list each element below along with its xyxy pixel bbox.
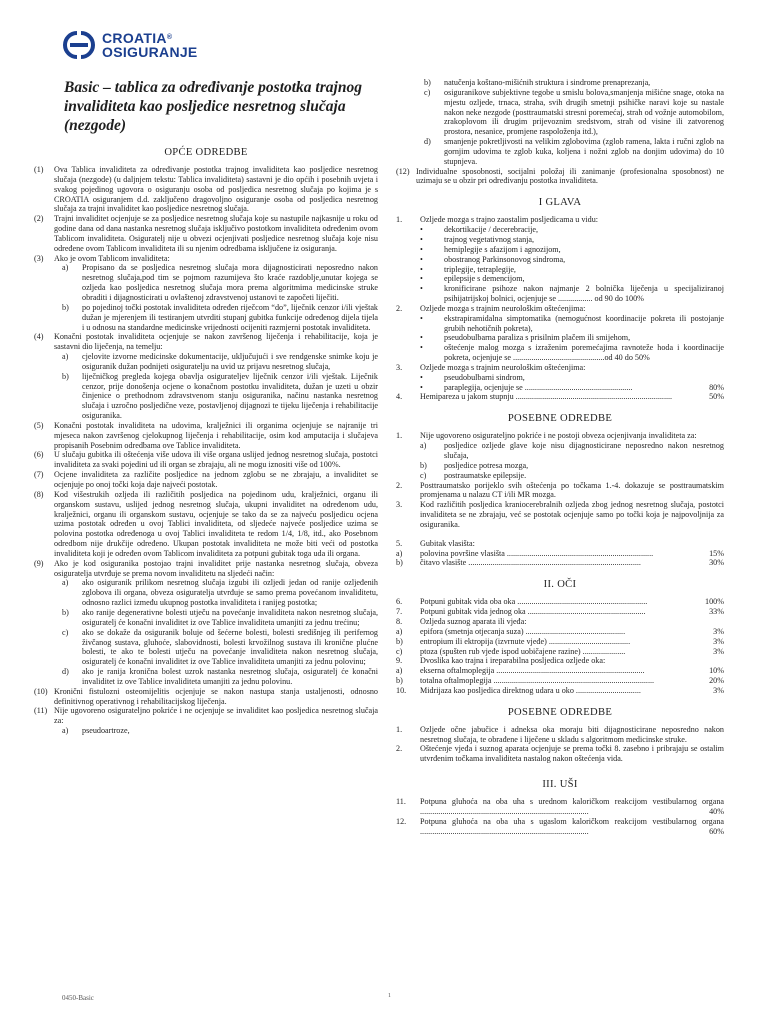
- paragraph: a) ako osiguranik prilikom nesretnog slučaja izgubi ili ozljedi jedan od ranije ozljeđenih zglobova ili organa, obveza osiguratelja utvrđuje se samo prema povećanom invaliditetu, odnosno razlici između ukupnog postotka invaliditeta i ranijeg postotka;: [62, 578, 378, 608]
- list-item: 6. Potpuni gubitak vida oba oka ................................................................ 100%: [396, 597, 724, 607]
- list-item: c) postraumatske epilepsije.: [420, 470, 527, 480]
- list-item: b) entropium ili ektropija (izvrnute vjeđe) ........................................ 3%: [396, 636, 724, 646]
- list-item: • epilepsije s demencijom,: [420, 274, 525, 284]
- paragraph: b) natučenja koštano-mišićnih struktura i sindrome prenaprezanja,: [424, 78, 651, 87]
- list-item: 7. Potpuni gubitak vida jednog oka .......................................................... 33%: [396, 607, 724, 617]
- footer-doc-code: 0450-Basic: [62, 994, 94, 1002]
- paragraph: (12) Individualne sposobnosti, socijalni položaj ili zanimanje (profesionalna sposobnost) ne uzimaju se u obzir pri određivanju postotka invaliditeta.: [396, 166, 724, 186]
- list-item: 8. Ozljeda suznog aparata ili vjeđa:: [396, 616, 527, 626]
- sublist-2: [396, 314, 724, 363]
- section-heading-opce-odredbe: OPĆE ODREDBE: [164, 147, 248, 158]
- croatia-logo-icon: [62, 30, 96, 60]
- paragraph: b) ako ranije degenerativne bolesti utječu na povećanje invaliditeta nakon nesretnog slučaja, osiguratelj će konačni invaliditet iz ove Tablice invaliditeta umanjiti za jednu trećinu;: [62, 607, 378, 627]
- paragraph: d) smanjenje pokretljivosti na velikim zglobovima (zglob ramena, lakta i ručni zglob na gornjim udovima te zglob kuka, koljena i nožni zglob na donjim udovima) do 10 stupnjeva.: [424, 137, 724, 166]
- list-item: 9. Dvoslika kao trajna i ireparabilna posljedica ozljede oka:: [396, 656, 606, 666]
- list-item: 1. Ozljede očne jabučice i adneksa oka moraju biti dijagnosticirane neposredno nakon nesretnog slučaja, te obrađene i liječene u skladu s algoritmom medicinske struke.: [396, 724, 724, 744]
- paragraph: (2) Trajni invaliditet ocjenjuje se za posljedice nesretnog slučaja koje su nastupile najkasnije u roku od godine dana od dana nastanka nesretnog slučaja isključivo postotkom invaliditeta određenim ovom Tablicom invaliditeta. Osiguratelj nije u obvezi ocjenjivati posljedice nesretnog slučaja koje nisu određene ovom Tablicom invaliditeta ili su njenim odredbama isključene iz osiguranja.: [34, 214, 378, 253]
- page-number: 1: [388, 993, 391, 999]
- list-item: • oštećenje malog mozga s izraženim poremećajima ravnoteže hoda i koordinacije pokreta, ocjenjuje se .............................................od 40 do 50%: [420, 343, 724, 363]
- paragraph: a) Propisano da se posljedica nesretnog slučaja mora dijagnosticirati neposredno nakon nesretnog slučaja,pod tim se pojmom razumijeva što kraće razdoblje,unutar kojega se ozljeda kao posljedica nesretnog slučaja mora prema algoritmima medicinske struke obraditi i dijagnosticirati u ovlaštenoj zdravstvenoj ustanovi te započeti liječiti.: [62, 263, 378, 302]
- list-item: • kronificirane psihoze nakon najmanje 2 bolnička liječenja u specijaliziranoj psihijatrijskoj bolnici, ocjenjuje se ................. od 90 do 100%: [420, 284, 724, 304]
- general-provisions-list: [34, 165, 378, 736]
- paragraph: (5) Konačni postotak invaliditeta na udovima, kralježnici ili organima ocjenjuje se najranije tri mjeseca nakon završenog cjelokupnog liječenja i rehabilitacije, osim kod amputacija i slučajeva propisanih Posebnim odredbama ove Tablice invaliditeta.: [34, 420, 378, 450]
- paragraph: d) ako je ranija kronična bolest uzrok nastanka nesretnog slučaja, osiguratelj će konačni invaliditet iz ove Tablice invaliditeta umanjiti za jednu polovinu.: [62, 667, 378, 686]
- list-item: 5. Gubitak vlasišta:: [396, 538, 475, 548]
- list-item: • obostranog Parkinsonovog sindroma,: [420, 254, 566, 264]
- list-item: • triplegije, tetraplegije,: [420, 264, 516, 274]
- list-item: b) čitavo vlasište ..................................................................................... 30%: [396, 558, 724, 568]
- sublist-posebne: [396, 441, 724, 480]
- list-item: 3. Ozljede mozga s trajnim neurološkim oštećenjima:: [396, 362, 586, 372]
- list-item: a) ekserna oftalmoplegija ......................................................................... 10%: [396, 666, 724, 676]
- section-heading-oci: II. OČI: [543, 579, 577, 591]
- brand-reg: ®: [166, 34, 173, 41]
- list-item: • dekortikacije / decerebracije,: [420, 225, 539, 235]
- list-item: 2. Ozljede mozga s trajnim neurološkim oštećenjima:: [396, 303, 586, 313]
- paragraph: c) osiguranikove subjektivne tegobe u smislu bolova,smanjenja mišićne snage, otoka na mjestu ozljede, trnaca, straha, svih drugih smetnji psihičke naravi koje su nastale nakon neke nezgode (posttraumatski stresni poremećaj, strah od vožnje automobilom, zrakoplovom ili drugim prijevoznim sredstvom, strah od visine ili zatvorenog prostora, nesanice, promjene raspoloženja itd.),: [424, 87, 724, 137]
- paragraph: (10) Kronični fistulozni osteomijelitis ocjenjuje se nakon nastupa stanja ustaljenosti, odnosno definitivnog operativnog i rehabilitacijskog liječenja.: [34, 686, 378, 706]
- list-item: b) posljedice potresa mozga,: [420, 460, 529, 470]
- list-item: 3. Kod različitih posljedica kraniocerebralnih ozljeda zbog jednog nesretnog slučaja, postotci invaliditeta se ne zbrajaju, već se postotak ocjenjuje samo po točki koja je najpovoljnija za osiguranika.: [396, 500, 724, 529]
- paragraph: (11) Nije ugovoreno osigurateljno pokriće i ne ocjenjuje se invaliditet kao posljedica nesretnog slučaja za:: [34, 706, 378, 726]
- list-item: a) epifora (smetnja otjecanja suza) ................................................. 3%: [396, 626, 724, 636]
- list-item: • pseudobulbarna paraliza s prisilnim plačem ili smijehom,: [420, 333, 631, 343]
- document-title: Basic – tablica za određivanje postotka trajnog invaliditeta kao posljedice nesretnog slučaja (nezgode): [64, 79, 362, 134]
- paragraph: (4) Konačni postotak invaliditeta ocjenjuje se nakon završenog liječenja i rehabilitacije, koja je sastavni dio liječenja, na temelju:: [34, 332, 378, 352]
- list-item: b) totalna oftalmoplegija ............................................................................... 20%: [396, 676, 724, 686]
- paragraph: (3) Ako je ovom Tablicom invaliditeta:: [34, 253, 170, 263]
- brand-line2: OSIGURANJE: [102, 44, 198, 60]
- section-heading-posebne-odredbe-1: POSEBNE ODREDBE: [507, 413, 613, 425]
- exclusions-continued-list: [396, 78, 724, 186]
- list-item: • pseudobulbarni sindrom,: [420, 372, 525, 382]
- sublist-1: [396, 225, 724, 304]
- paragraph: (7) Ocjene invaliditeta za različite posljedice na jednom zglobu se ne zbrajaju, a invaliditet se ocjenjuje po onoj točki koja daje najveći postotak.: [34, 470, 378, 489]
- list-item: 1. Nije ugovoreno osigurateljno pokriće i ne postoji obveza ocjenjivanja invaliditeta za:: [396, 431, 697, 441]
- list-item: 2. Oštećenje vjeđa i suznog aparata ocjenjuje se prema točki 8. zasebno i pribrajaju se ostalim utvrđenim točkama invaliditeta nastalog nakon oštećenja vida.: [396, 744, 724, 764]
- list-item: • trajnog vegetativnog stanja,: [420, 234, 535, 244]
- list-item: • paraplegija, ocjenjuje se ..................................................... 80%: [420, 382, 724, 392]
- list-item: • ekstrapiramidalna simptomatika (nemogućnost koordinacije pokreta ili postojanje grubih nehotičnih pokreta),: [420, 313, 724, 333]
- list-item: • hemiplegije s afazijom i agnozijom,: [420, 244, 561, 254]
- list-item: 11. Potpuna gluhoća na oba uha s urednom kaloričkom reakcijom vestibularnog organa ................................................................................... 40%: [396, 797, 724, 816]
- list-item: 10. Midrijaza kao posljedica direktnog udara u oko ................................ 3%: [396, 685, 724, 695]
- paragraph: (8) Kod višestrukih ozljeda ili različitih posljedica na pojedinom udu, kralježnici, organu ili organskom sustavu, uslijed jednog nesretnog slučaja, ukupni invaliditet na određenom udu, kralježnici, organu ili organskom sustavu, ocjenjuje se tako da se za najveću posljedicu ocjena uzima postotak određen u ovoj Tablici invaliditeta, od sljedeće najveće posljedice uzima se polovina postotka određenoga u ovoj Tablici invaliditeta te redom 1/4, 1/8, itd., ako Posebnom odredbom nije drukčije određeno. Ukupan postotak invaliditeta ne može biti veći od postotka invaliditeta koji je određen ovom Tablicom invaliditeta za potpuni gubitak toga uda ili organa.: [34, 489, 378, 558]
- paragraph: b) liječničkog pregleda kojega obavlja osigurateljev liječnik cenzor i/ili vještak. Liječnik cenzor, prije donošenja ocjene o konačnom postotku invaliditeta, dužan je uzeti u obzir činjenice o prethodnom zdravstvenom stanju osiguranika, načinu nastanka nesretnog slučaja i uzročno posljedične veze, postavljenoj dijagnozi te tijeku liječenja i rehabilitacije osiguranika.: [62, 371, 378, 421]
- paragraph: b) po pojedinoj točki postotak invaliditeta određen riječcom “do”, liječnik cenzor i/ili vještak dužan je mjerenjem ili testiranjem utvrditi stupanj gubitka funkcije određenog dijela tijela i u odnosu na standardne medicinske vrijednosti ocijeniti razmjerni postotak invaliditeta.: [62, 302, 378, 332]
- paragraph: a) pseudoartroze,: [62, 726, 130, 736]
- paragraph: (9) Ako je kod osiguranika postojao trajni invaliditet prije nastanka nesretnog slučaja, obveza osiguratelja utvrđuje se prema novom invaliditetu na sljedeći način:: [34, 558, 378, 578]
- list-item: 4. Hemipareza u jakom stupnju ............................................................................. 50%: [396, 392, 724, 402]
- list-item: a) polovina površine vlasišta ........................................................................ 15%: [396, 548, 724, 558]
- right-column: [396, 78, 724, 836]
- paragraph: (1) Ova Tablica invaliditeta za određivanje postotka trajnog invaliditeta kao posljedice nesretnog slučaja (nezgode) (u daljnjem tekstu: Tablica invaliditeta) sastavni je dio općih i posebnih uvjeta i svakog pojedinog ugovora o osiguranju osoba od posljedica nesretnog slučaja po kojima je s CROATIA osiguranjem d.d. zaključeno dragovoljno osiguranje osoba od posljedica nesretnog slučaja za trajni invaliditet kao posljedice nesretnog slučaja.: [34, 165, 378, 214]
- section-heading-usi: III. UŠI: [542, 779, 578, 791]
- brand-logo: [62, 28, 198, 62]
- section-heading-posebne-odredbe-2: POSEBNE ODREDBE: [507, 706, 613, 718]
- brand-line1: CROATIA: [102, 30, 167, 46]
- list-item: 12. Potpuna gluhoća na oba uha s ugaslom kaloričkom reakcijom vestibularnog organa ................................................................................... 60%: [396, 816, 724, 836]
- paragraph: (6) U slučaju gubitka ili oštećenja više udova ili više organa uslijed jednog nesretnog slučaja, postotci invaliditeta za svaki pojedini ud ili organ se zbrajaju, ali ne mogu iznositi više od 100%.: [34, 450, 378, 470]
- list-item: 2. Posttraumatsko porijeklo svih oštećenja po točkama 1.-4. dokazuje se posttraumatskim promjenama u nalazu CT i/ili MR mozga.: [396, 480, 724, 500]
- list-item: 1. Ozljede mozga s trajno zaostalim posljedicama u vidu:: [396, 215, 599, 225]
- section-heading-glava-1: I GLAVA: [538, 197, 582, 209]
- list-item: a) posljedice ozljede glave koje nisu dijagnosticirane neposredno nakon nesretnog slučaja,: [420, 441, 724, 460]
- paragraph: a) cjelovite izvorne medicinske dokumentacije, uključujući i sve rendgenske snimke koju je osiguranik dužan podnijeti osiguratelju na uvid uz prijavu nesretnog slučaja,: [62, 352, 378, 371]
- paragraph: c) ako se dokaže da osiguranik boluje od šećerne bolesti, bolesti središnjeg ili perifernog živčanog sustava, gluhoće, slabovidnosti, bolesti krvožilnog sustava ili kronične plućne bolesti, te ako te bolesti utječu na povećanje invaliditeta nakon nesretnog slučaja, osiguratelj će konačni invaliditet iz ove Tablice invaliditeta umanjiti za jednu polovinu;: [62, 627, 378, 667]
- list-item: c) ptoza (spušten rub vjeđe ispod uobičajene razine) ..................... 3%: [396, 646, 724, 656]
- left-column: [34, 78, 378, 736]
